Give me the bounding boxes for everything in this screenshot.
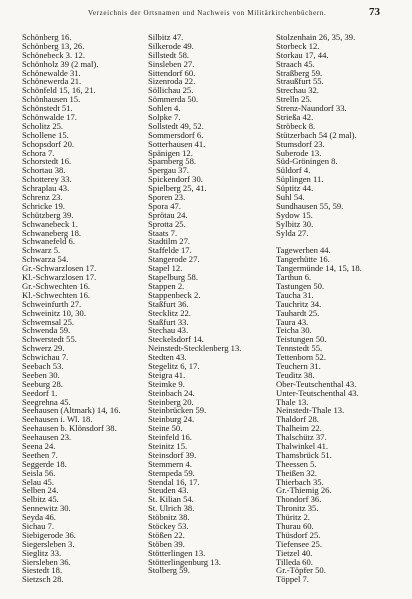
index-entry: Tettenborn 52. (276, 352, 326, 363)
index-entry: Silkerode 49. (148, 40, 194, 51)
index-entry: Strechau 32. (276, 85, 319, 96)
index-entry: Kl.-Schwarzlosen 17. (22, 272, 97, 283)
index-entry: Scholitz 25. (22, 120, 64, 131)
index-entry: Thalheim 22. (276, 423, 322, 434)
index-entry: Strießa 42. (276, 112, 314, 123)
index-entry: Schönberg 16. (22, 32, 72, 42)
index-entry: Stöben 39. (148, 538, 185, 549)
index-entry: Sylbitz 30. (276, 218, 314, 229)
index-entry: Taura 43. (276, 316, 309, 327)
index-entry: Thaldorf 28. (276, 414, 319, 425)
index-entry: Tauhardt 25. (276, 307, 320, 318)
index-entry: Schönberg 13, 26. (22, 40, 85, 51)
index-entry: Schollene 15. (22, 129, 69, 140)
index-entry: Sylda 27. (276, 227, 309, 238)
index-entry: Thamsbrück 51. (276, 449, 332, 460)
index-entry: Staßfurt 36. (148, 298, 189, 309)
index-entry: Unter-Teutschenthal 43. (276, 387, 359, 398)
index-entry: Spänigen 12. (148, 147, 193, 158)
index-entry: Stapel 12. (148, 263, 183, 274)
index-entry: Seggerde 18. (22, 458, 67, 469)
index-entry: Sundhausen 55, 59. (276, 200, 344, 211)
page-number: 73 (369, 6, 380, 18)
index-entry: Thüritz 2. (276, 512, 310, 523)
index-entry: Teuditz 38. (276, 369, 315, 380)
index-entry: Spickendorf 30. (148, 174, 203, 185)
index-entry: Sichau 7. (22, 520, 54, 531)
index-entry: Steinitz 15. (148, 440, 188, 451)
index-entry: Steimke 9. (148, 378, 185, 389)
index-entry: Stützerbach 54 (2 mal). (276, 129, 357, 140)
index-entry: Steigra 41. (148, 369, 186, 380)
index-entry: Schönewerda 21. (22, 76, 82, 87)
index-entry: Sporen 23. (148, 192, 186, 203)
index-entry: Seedorf 1. (22, 387, 58, 398)
index-entry: Schotterey 33. (22, 174, 72, 185)
index-entry: Schönhausen 15. (22, 94, 81, 105)
index-entry: Tiefensee 25. (276, 538, 322, 549)
index-entry: Schricke 19. (22, 200, 65, 211)
index-entry: Sydow 15. (276, 209, 313, 220)
index-entry: Stempeda 59. (148, 467, 195, 478)
index-entry: Siegersleben 3. (22, 538, 75, 549)
index-entry: Seethen 7. (22, 449, 58, 460)
index-entry: Spora 47. (148, 200, 181, 211)
index-entry: Selben 24. (22, 485, 59, 496)
index-entry: Seehausen b. Klönsdorf 38. (22, 423, 117, 434)
index-entry: Schwerstedt 55. (22, 334, 77, 345)
index-entry: Seegrehna 45. (22, 396, 71, 407)
index-entry: Thronitz 35. (276, 503, 319, 514)
index-entry: Stecklitz 22. (148, 307, 191, 318)
index-entry: Selau 45. (22, 476, 54, 487)
index-entry: Neinstedt-Stecklenberg 13. (148, 343, 242, 354)
index-entry: Kl.-Schwechten 16. (22, 289, 91, 300)
index-entry: Steine 50. (148, 423, 183, 434)
index-entry: Selbitz 45. (22, 494, 59, 505)
index-entry: Schwarza 54. (22, 254, 69, 265)
index-column-3 (276, 33, 362, 584)
index-entry: Schorstedt 16. (22, 156, 72, 167)
index-entry: Seena 24. (22, 440, 56, 451)
index-entry: Sommersdorf 6. (148, 129, 204, 140)
index-entry: Straußfurt 55. (276, 76, 324, 87)
index-entry: Stapelburg 58. (148, 272, 198, 283)
index-entry: Schweinitz 10, 30. (22, 307, 86, 318)
index-entry: Thalwinkel 41. (276, 440, 329, 451)
index-entry: Süldorf 4. (276, 165, 311, 176)
index-entry: Stolzenhain 26, 35, 39. (276, 32, 356, 42)
index-entry: Seehausen i. Wl. 18. (22, 414, 93, 425)
index-entry: Schwichau 7. (22, 352, 69, 363)
index-entry: Schönwalde 17. (22, 112, 77, 123)
index-entry: Stappenbeck 2. (148, 289, 201, 300)
index-entry: Straach 45. (276, 58, 315, 69)
index-entry: Schwanefeld 6. (22, 236, 75, 247)
index-entry: Stadtilm 27. (148, 236, 191, 247)
index-entry: Gr.-Thiemig 26. (276, 485, 332, 496)
index-entry: Siersleben 36. (22, 556, 71, 567)
index-entry: Stolberg 59. (148, 565, 190, 576)
index-entry: Schönfeld 15, 16, 21. (22, 85, 96, 96)
index-entry: Solpke 7. (148, 112, 181, 123)
index-entry: Thierbach 35. (276, 476, 324, 487)
index-entry: Steinfeld 16. (148, 432, 192, 443)
index-entry: Storbeck 12. (276, 40, 320, 51)
index-entry: Stangerode 27. (148, 254, 200, 265)
index-entry: Steinburg 24. (148, 414, 195, 425)
index-entry: Schönholz 39 (2 mal). (22, 58, 99, 69)
index-entry: Steuden 43. (148, 485, 189, 496)
index-column-2 (148, 33, 241, 575)
index-entry: Sollstedt 49, 52. (148, 120, 204, 131)
index-entry: Strenz-Naundorf 33. (276, 103, 347, 114)
index-entry: Schora 7. (22, 147, 55, 158)
index-entry: Schwemsal 25. (22, 316, 75, 327)
index-entry: Stötterlingen 13. (148, 547, 206, 558)
index-entry: Silbitz 47. (148, 32, 184, 42)
index-entry: Tagewerben 44. (276, 245, 331, 256)
index-entry: Schwarz 5. (22, 245, 61, 256)
index-entry: Tilleda 60. (276, 556, 313, 567)
index-entry: Steckelsdorf 14. (148, 334, 204, 345)
index-entry: Sietzsch 28. (22, 574, 64, 585)
index-entry: Stötterlingenburg 13. (148, 556, 221, 567)
index-entry: Tangermünde 14, 15, 18. (276, 263, 362, 274)
index-entry: Tangerhütte 16. (276, 254, 330, 265)
index-entry: Siestedt 18. (22, 565, 63, 576)
index-entry: St. Kilian 54. (148, 494, 194, 505)
index-entry: Schortau 38. (22, 165, 66, 176)
index-entry: Strelln 25. (276, 94, 312, 105)
index-entry: Ströbeck 8. (276, 120, 316, 131)
index-entry: Teicha 30. (276, 325, 312, 336)
index-entry: Seeben 30. (22, 369, 60, 380)
index-entry: Sprötau 24. (148, 209, 188, 220)
index-entry: Seeburg 28. (22, 378, 63, 389)
index-entry: Tietzel 40. (276, 547, 313, 558)
index-entry: Straßberg 59. (276, 67, 323, 78)
running-head: Verzeichnis der Ortsnamen und Nachweis von Militärkirchenbüchern. (88, 9, 327, 17)
index-entry: Sohlen 4. (148, 103, 181, 114)
index-entry: Sittendorf 60. (148, 67, 196, 78)
index-entry: Steinberg 20. (148, 396, 194, 407)
index-entry: Tauchritz 34. (276, 298, 322, 309)
index-entry: Taucha 31. (276, 289, 314, 300)
index-entry: Schönewalde 31. (22, 67, 81, 78)
index-entry: Suberode 13. (276, 147, 322, 158)
index-entry: Stegelitz 6, 17. (148, 360, 200, 371)
index-group (276, 33, 362, 237)
index-entry: Sotterhausen 41. (148, 138, 206, 149)
index-entry: Theißen 32. (276, 467, 318, 478)
index-entry: Tarthun 6. (276, 272, 312, 283)
index-entry: Spielberg 25, 41. (148, 183, 207, 194)
index-entry: Sillstedt 58. (148, 49, 190, 60)
index-entry: Gr.-Schwarzlosen 17. (22, 263, 97, 274)
index-entry: Staßfurt 33. (148, 316, 189, 327)
index-entry: Seyda 46. (22, 512, 56, 523)
index-entry: Thüsdorf 25. (276, 529, 321, 540)
index-entry: Teuchern 31. (276, 360, 321, 371)
index-entry: Süd-Gröningen 8. (276, 156, 338, 167)
index-entry: Thondorf 36. (276, 494, 322, 505)
index-entry: Stechau 43. (148, 325, 189, 336)
index-entry: Süplingen 11. (276, 174, 324, 185)
index-column-1 (22, 33, 121, 584)
index-entry: Schraplau 43. (22, 183, 70, 194)
index-entry: Stöckey 53. (148, 520, 189, 531)
index-entry: Schrenz 23. (22, 192, 63, 203)
index-entry: Stöbnitz 38. (148, 512, 190, 523)
index-entry: Gr.-Schwechten 16. (22, 280, 91, 291)
index-entry: Storkau 17, 44. (276, 49, 329, 60)
index-entry: Steinsdorf 39. (148, 449, 197, 460)
index-entry: Sieglitz 33. (22, 547, 62, 558)
index-entry: Schönebeck 3. 12. (22, 49, 86, 60)
index-entry: Söllichau 25. (148, 85, 194, 96)
index-entry: Tennstedt 55. (276, 343, 323, 354)
index-entry: Theessen 5. (276, 458, 317, 469)
index-entry: Töppel 7. (276, 574, 309, 585)
index-group (148, 33, 241, 575)
index-entry: Schützberg 39. (22, 209, 74, 220)
index-entry: Schwanebeck 1. (22, 218, 78, 229)
index-entry: Stappen 2. (148, 280, 185, 291)
index-entry: Sennewitz 30. (22, 503, 71, 514)
index-entry: Stendal 16, 17. (148, 476, 200, 487)
index-entry: Seehausen (Altmark) 14, 16. (22, 405, 121, 416)
index-entry: Steinbach 24. (148, 387, 195, 398)
index-entry: Sparnberg 58. (148, 156, 197, 167)
index-entry: Staats 7. (148, 227, 178, 238)
index-group (276, 246, 362, 584)
index-entry: Gr.-Töpfer 50. (276, 565, 326, 576)
index-entry: Süptitz 44. (276, 183, 314, 194)
index-entry: Schönstedt 51. (22, 103, 73, 114)
index-entry: Spergau 37. (148, 165, 189, 176)
index-entry: Ober-Teutschenthal 43. (276, 378, 357, 389)
index-entry: St. Ulrich 38. (148, 503, 195, 514)
index-entry: Schopsdorf 20. (22, 138, 75, 149)
index-entry: Teistungen 50. (276, 334, 327, 345)
index-entry: Thalschütz 37. (276, 432, 327, 443)
index-entry: Sizenroda 22. (148, 76, 196, 87)
index-entry: Schwaneberg 18. (22, 227, 82, 238)
index-entry: Tastungen 50. (276, 280, 325, 291)
index-group (22, 33, 121, 584)
index-entry: Siebigerode 36. (22, 529, 76, 540)
index-entry: Staffelde 17. (148, 245, 192, 256)
index-entry: Schwerz 29. (22, 343, 65, 354)
index-entry: Suhl 54. (276, 192, 305, 203)
index-entry: Seisla 56. (22, 467, 56, 478)
index-entry: Sprotta 25. (148, 218, 186, 229)
index-entry: Schweinfurth 27. (22, 298, 82, 309)
index-entry: Seehausen 23. (22, 432, 72, 443)
index-entry: Stemmern 4. (148, 458, 192, 469)
index-entry: Stumsdorf 23. (276, 138, 325, 149)
index-entry: Sömmerda 50. (148, 94, 199, 105)
index-entry: Thale 13. (276, 396, 309, 407)
index-entry: Thurau 60. (276, 520, 314, 531)
index-entry: Sinsleben 27. (148, 58, 195, 69)
index-entry: Steinbrücken 59. (148, 405, 207, 416)
index-entry: Stedten 43. (148, 352, 187, 363)
index-entry: Seebach 53. (22, 360, 64, 371)
index-entry: Stößen 22. (148, 529, 185, 540)
index-entry: Neinstedt-Thale 13. (276, 405, 345, 416)
index-entry: Schwenda 59. (22, 325, 71, 336)
